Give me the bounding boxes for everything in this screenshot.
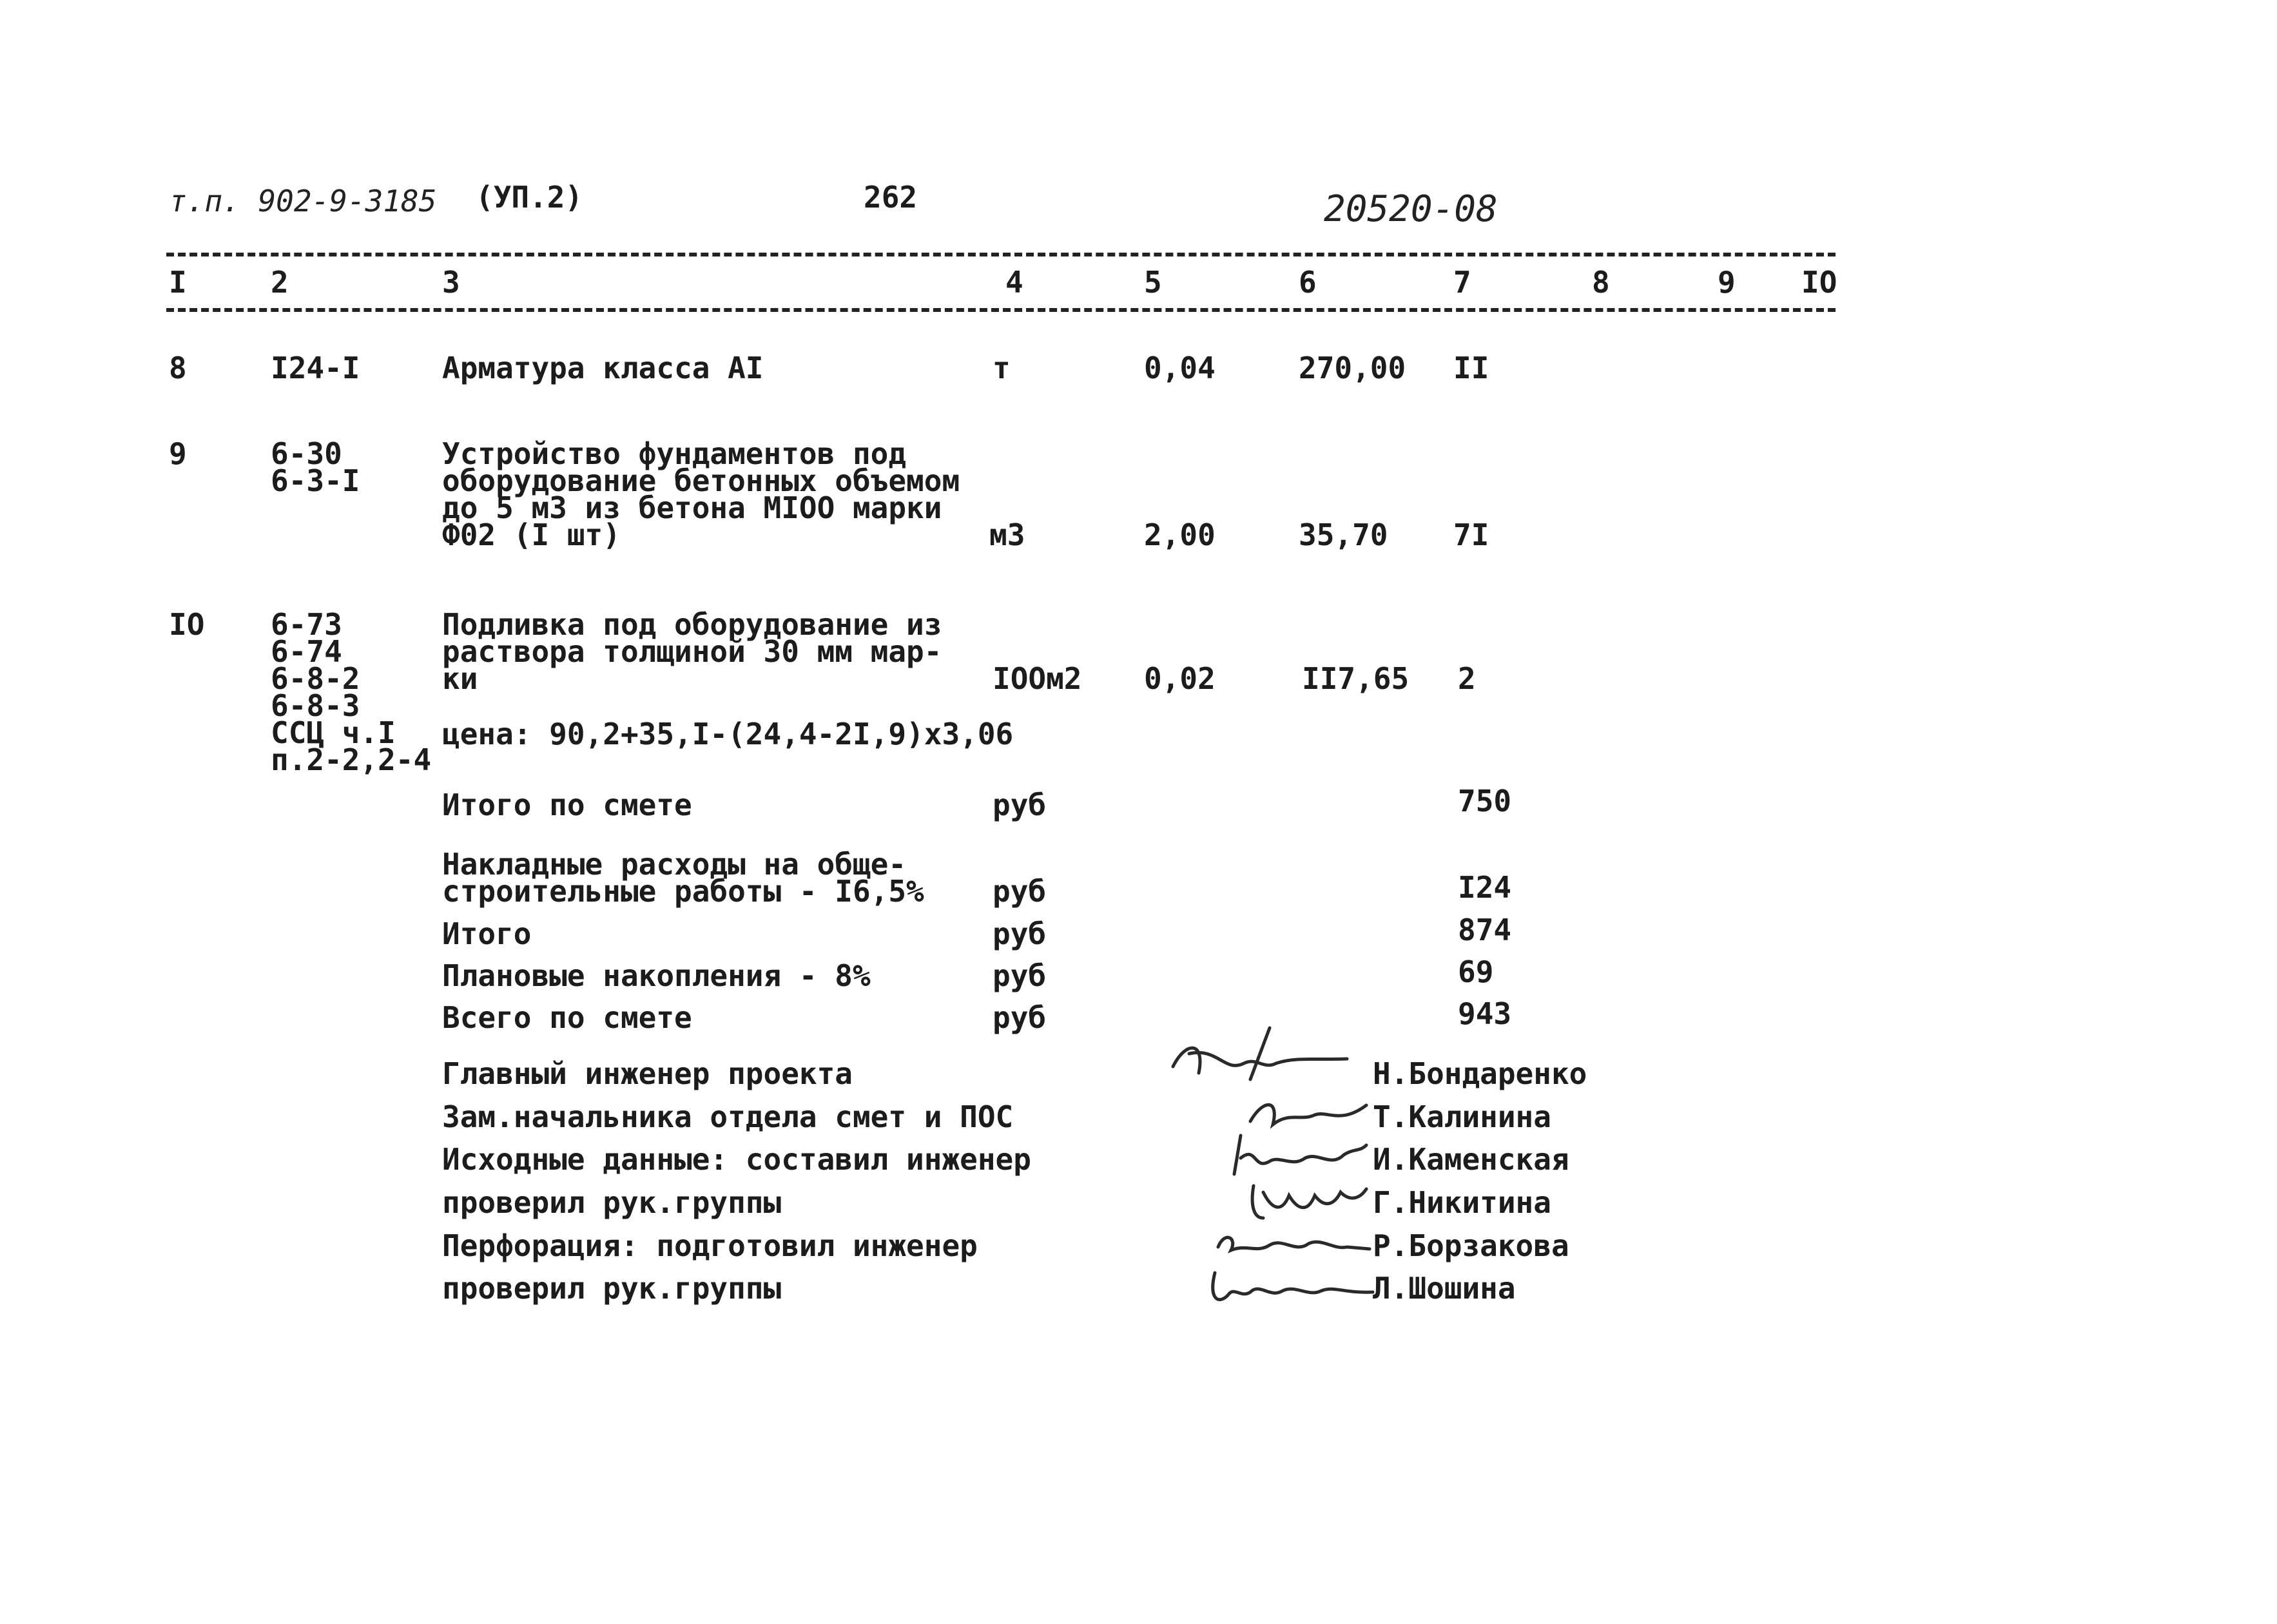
row-unit: IOOм2 [993,661,1082,696]
row-number: 8 [169,351,187,385]
header-rule-bottom [166,308,1836,312]
handwritten-signature [1160,1002,1353,1092]
row-cost: 2 [1458,661,1476,696]
total-label: Накладные расходы на обще- [442,847,907,882]
row-code: 6-73 [271,607,342,642]
total-label: строительные работы - I6,5% [442,874,924,909]
row-unit-price: II7,65 [1302,661,1410,696]
col-header-5: 5 [1144,265,1162,300]
row-code: 6-8-3 [271,688,360,723]
price-calculation-note: цена: 90,2+35,I-(24,4-2I,9)x3,06 [442,717,1014,751]
total-label: Плановые накопления - 8% [442,958,871,993]
col-header-4: 4 [1005,265,1023,300]
total-unit: руб [993,874,1047,909]
col-header-8: 8 [1592,265,1610,300]
row-code: 6-8-2 [271,661,360,696]
total-label: Итого [442,916,532,951]
row-code: ССЦ ч.I [271,715,396,750]
row-description: Ф02 (I шт) [442,517,621,552]
signatory-name: И.Каменская [1373,1142,1569,1177]
album-label: (УП.2) [476,180,583,215]
row-code: 6-3-I [271,463,360,498]
header-rule-top [166,253,1836,256]
col-header-1: I [169,265,187,300]
signatory-name: Г.Никитина [1373,1185,1551,1220]
signatory-role: Зам.начальника отдела смет и ПОС [442,1099,1014,1134]
row-unit-price: 35,70 [1299,517,1388,552]
row-unit-price: 270,00 [1299,351,1406,385]
signatory-role: проверил рук.группы [442,1271,782,1306]
total-unit: руб [993,916,1047,951]
total-unit: руб [993,1000,1047,1035]
total-label: Итого по смете [442,788,692,822]
total-unit: руб [993,788,1047,822]
row-number: 9 [169,436,187,471]
total-value: 69 [1458,954,1494,989]
row-description: до 5 м3 из бетона МIОО марки [442,490,942,525]
col-header-10: IO [1801,265,1837,300]
signatory-name: Р.Борзакова [1373,1228,1569,1263]
signatory-name: Т.Калинина [1373,1099,1551,1134]
row-cost: II [1453,351,1489,385]
total-unit: руб [993,958,1047,993]
col-header-7: 7 [1453,265,1471,300]
project-code: т.п. 902-9-3185 [169,184,437,218]
col-header-6: 6 [1299,265,1317,300]
row-number: IO [169,607,205,642]
col-header-9: 9 [1718,265,1736,300]
row-code: I24-I [271,351,360,385]
row-quantity: 2,00 [1144,517,1216,552]
row-description: ки [442,661,478,696]
row-description: Устройство фундаментов под [442,436,907,471]
handwritten-signature [1244,1173,1373,1224]
handwritten-signature [1205,1260,1379,1311]
signatory-name: Л.Шошина [1373,1271,1516,1306]
row-description: раствора толщиной 30 мм мар- [442,634,942,669]
total-label: Всего по смете [442,1000,692,1035]
total-value: 750 [1458,784,1512,818]
signatory-role: Исходные данные: составил инженер [442,1142,1031,1177]
row-description: Подливка под оборудование из [442,607,942,642]
signatory-name: Н.Бондаренко [1373,1056,1587,1091]
row-code: 6-30 [271,436,342,471]
row-quantity: 0,04 [1144,351,1216,385]
row-unit: м3 [989,517,1025,552]
col-header-2: 2 [271,265,289,300]
row-description: оборудование бетонных объемом [442,463,960,498]
estimate-number: 20520-08 [1324,188,1498,230]
total-value: I24 [1458,870,1512,905]
col-header-3: 3 [442,265,460,300]
page-number: 262 [864,180,918,215]
row-code: п.2-2,2-4 [271,742,432,777]
row-unit: т [993,351,1011,385]
total-value: 943 [1458,996,1512,1031]
row-description: Арматура класса AI [442,351,764,385]
signatory-role: Главный инженер проекта [442,1056,853,1091]
row-code: 6-74 [271,634,342,669]
signatory-role: проверил рук.группы [442,1185,782,1220]
row-cost: 7I [1453,517,1489,552]
row-quantity: 0,02 [1144,661,1216,696]
total-value: 874 [1458,913,1512,947]
signatory-role: Перфорация: подготовил инженер [442,1228,978,1263]
